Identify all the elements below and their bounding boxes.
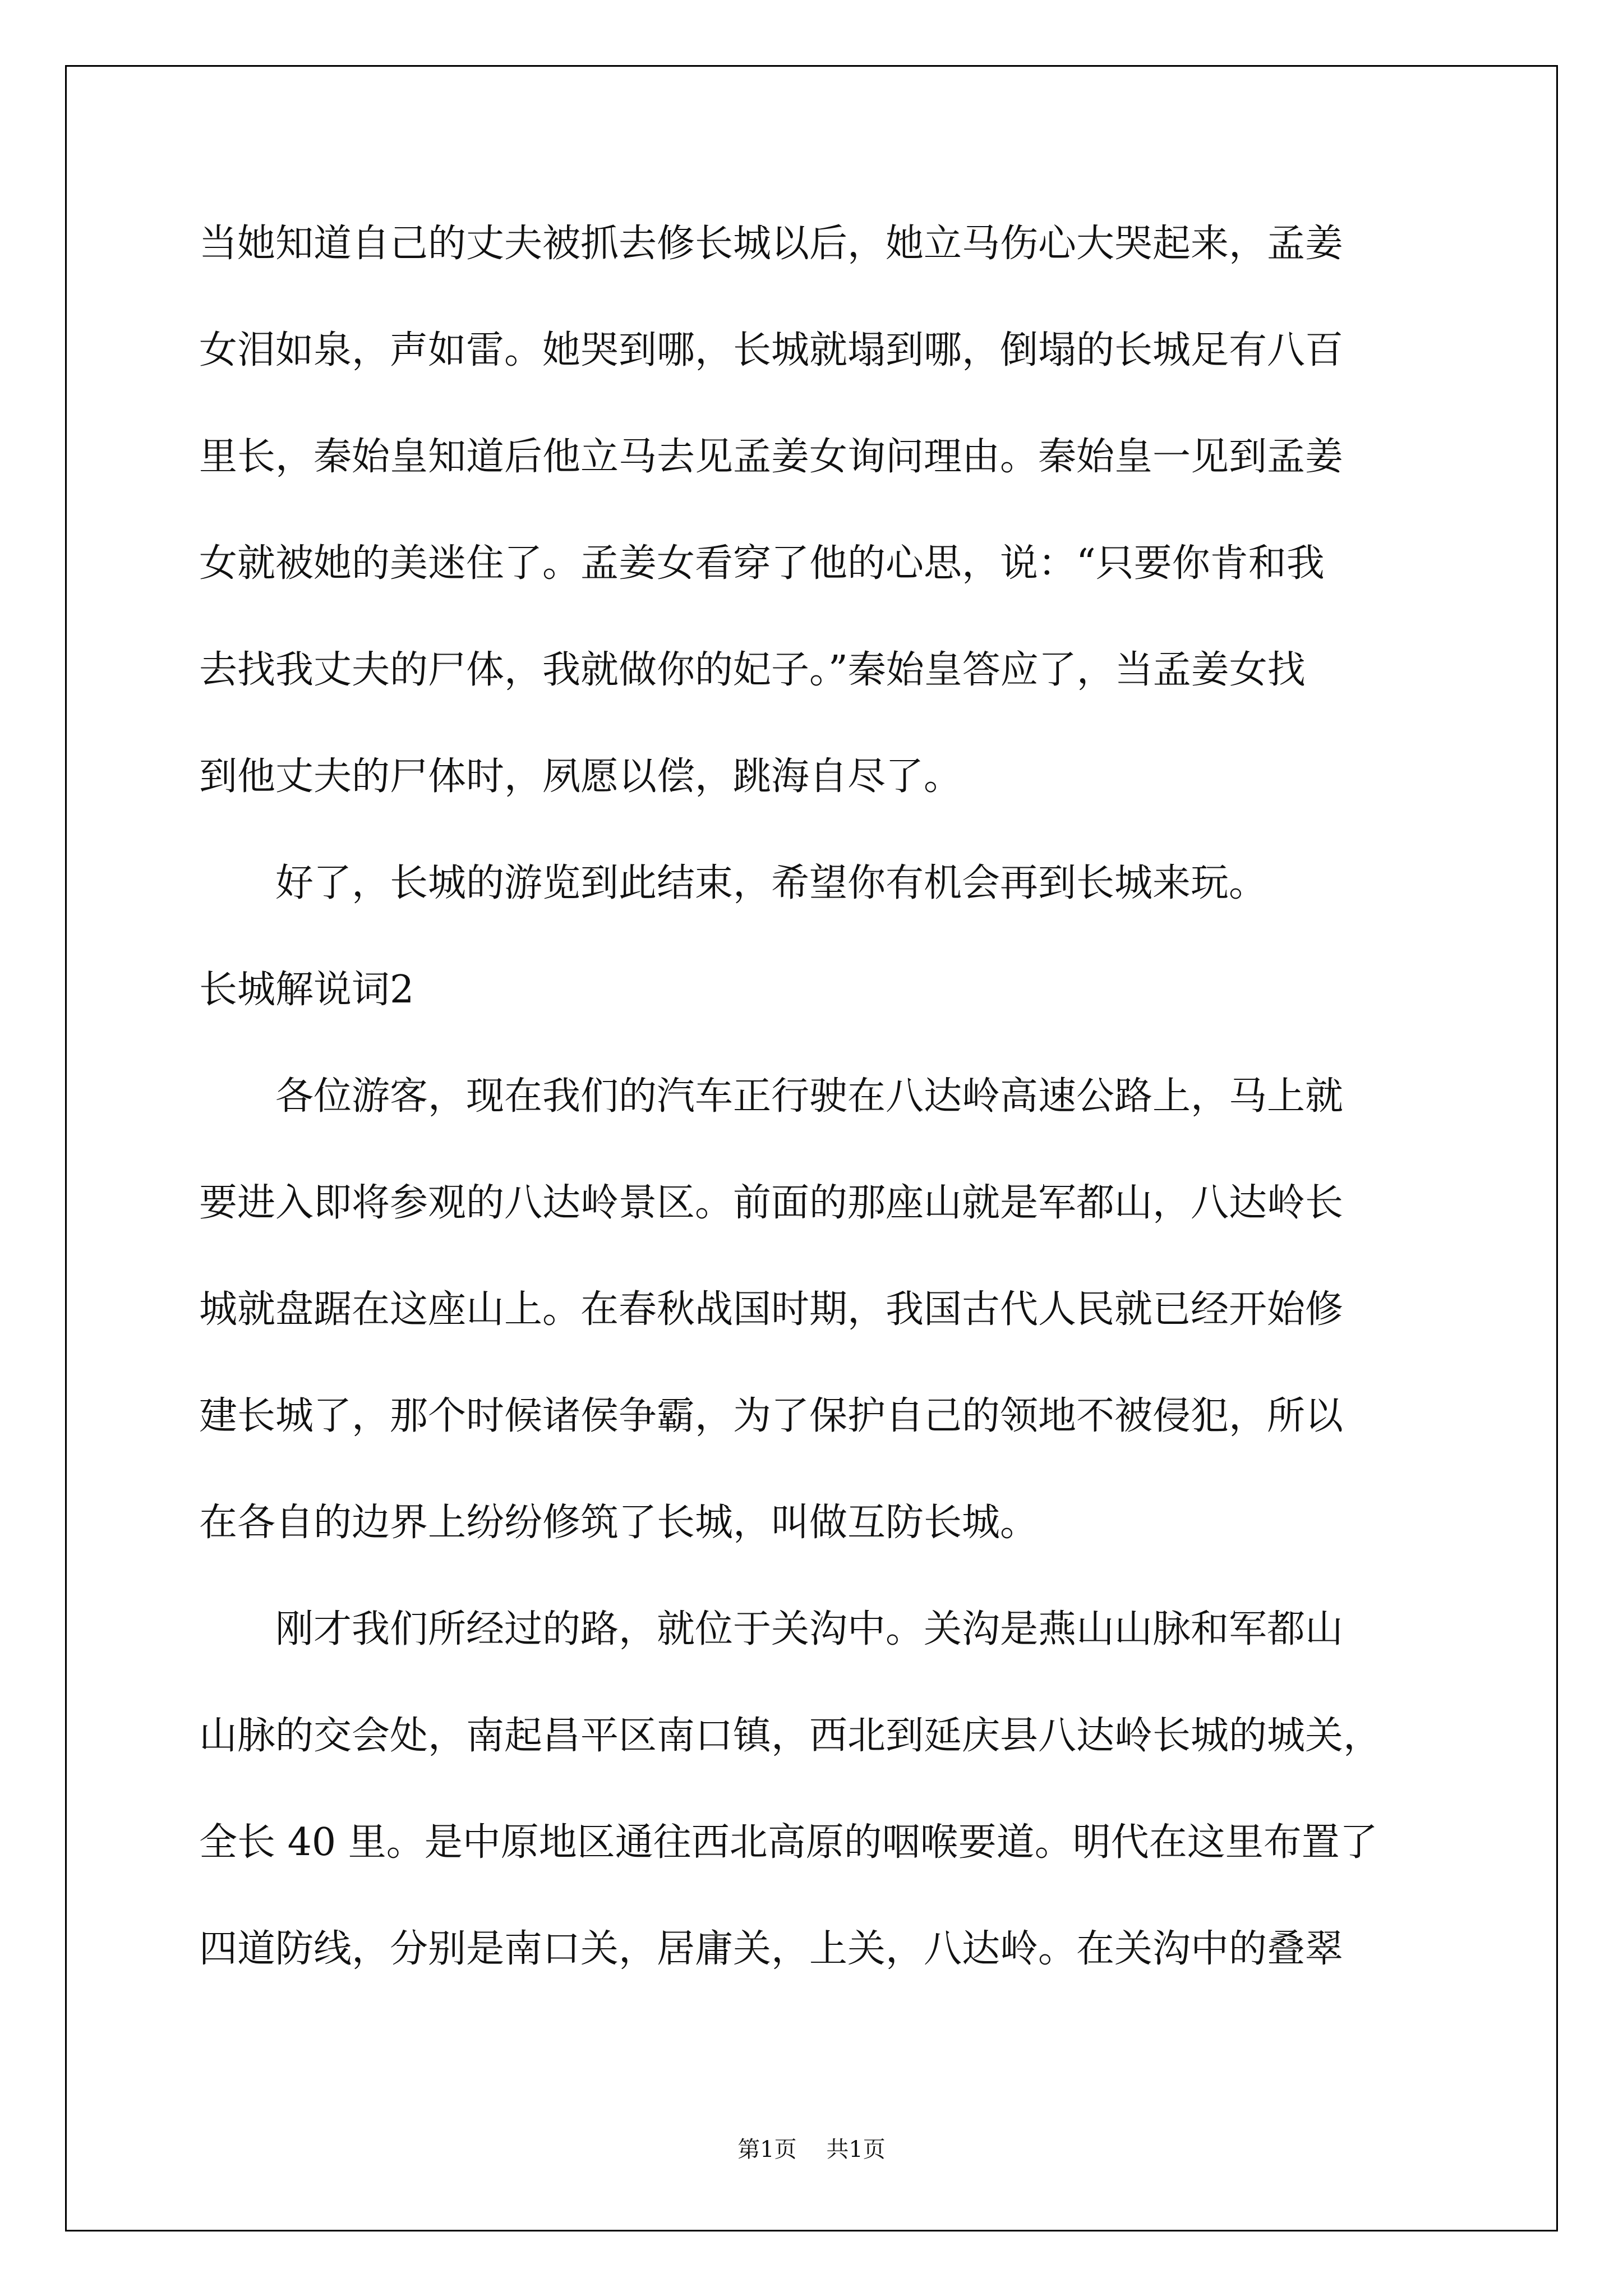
page-number-current: 第1页 [737,2137,797,2162]
text-line: 建长城了，那个时候诸侯争霸，为了保护自己的领地不被侵犯，所以 [199,1394,1344,1438]
text-line: 全长 40 里。是中原地区通往西北高原的咽喉要道。明代在这里布置了 [199,1820,1378,1865]
text-line: 到他丈夫的尸体时，夙愿以偿，跳海自尽了。 [199,754,962,799]
text-line: 要进入即将参观的八达岭景区。前面的那座山就是军都山，八达岭长 [199,1181,1344,1225]
text-line: 当她知道自己的丈夫被抓去修长城以后，她立马伤心大哭起来，孟姜 [199,222,1344,266]
paragraph-4 [199,1599,1433,2025]
page-number-total: 共1页 [826,2137,886,2162]
text-line: 城就盘踞在这座山上。在春秋战国时期，我国古代人民就已经开始修 [199,1287,1344,1332]
text-line: 里长，秦始皇知道后他立马去见孟姜女询问理由。秦始皇一见到孟姜 [199,435,1344,479]
text-line: 刚才我们所经过的路，就位于关沟中。关沟是燕山山脉和军都山 [275,1607,1344,1651]
text-line: 山脉的交会处，南起昌平区南口镇，西北到延庆县八达岭长城的城关， [199,1714,1382,1758]
section-heading: 长城解说词2 [199,968,414,1012]
document-body [199,213,1433,2025]
paragraph-2 [199,853,1433,959]
paragraph-3 [199,1066,1433,1599]
text-line: 在各自的边界上纷纷修筑了长城，叫做互防长城。 [199,1501,1039,1545]
text-line: 去找我丈夫的尸体，我就做你的妃子。”秦始皇答应了，当孟姜女找 [199,648,1306,692]
paragraph-1 [199,213,1433,853]
text-line: 女泪如泉，声如雷。她哭到哪，长城就塌到哪，倒塌的长城足有八百 [199,328,1344,372]
text-line: 各位游客，现在我们的汽车正行驶在八达岭高速公路上，马上就 [275,1074,1344,1119]
text-line: 四道防线，分别是南口关，居庸关，上关，八达岭。在关沟中的叠翠 [199,1927,1344,1971]
text-line: 女就被她的美迷住了。孟姜女看穿了他的心思，说：“只要你肯和我 [199,541,1325,586]
text-line: 好了，长城的游览到此结束，希望你有机会再到长城来玩。 [275,861,1267,905]
page-footer [0,2132,1623,2164]
